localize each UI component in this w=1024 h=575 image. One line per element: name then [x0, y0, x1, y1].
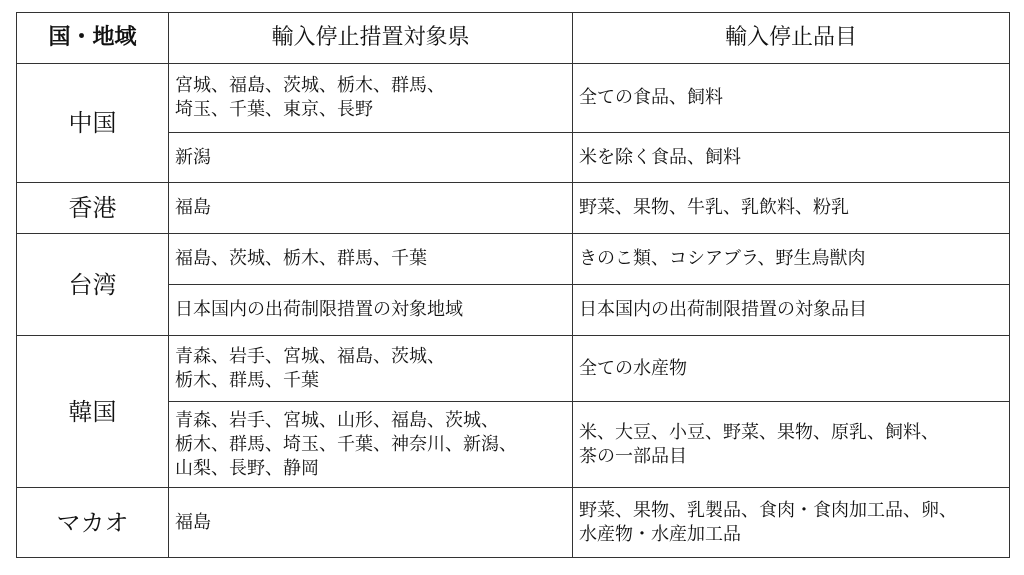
items-cell	[573, 234, 1010, 285]
items-line: 米を除く食品、飼料	[579, 146, 741, 168]
items-line: 茶の一部品目	[579, 445, 687, 467]
header-items: 輸入停止品目	[573, 13, 1010, 64]
country-korea: 韓国	[17, 336, 169, 488]
country-macau: マカオ	[17, 488, 169, 558]
prefectures-line: 宮城、福島、茨城、栃木、群馬、	[175, 75, 445, 96]
prefectures-cell	[169, 64, 573, 133]
country-taiwan: 台湾	[17, 234, 169, 336]
items-line: 野菜、果物、牛乳、乳飲料、粉乳	[579, 197, 849, 218]
prefectures-line: 新潟	[175, 146, 211, 168]
items-line: 水産物・水産加工品	[579, 523, 741, 545]
country-hongkong: 香港	[17, 183, 169, 234]
items-cell	[573, 488, 1010, 558]
header-prefectures: 輸入停止措置対象県	[169, 13, 573, 64]
items-line: 全ての水産物	[579, 357, 687, 379]
prefectures-line: 福島、茨城、栃木、群馬、千葉	[175, 248, 427, 269]
items-cell	[573, 64, 1010, 133]
prefectures-line: 福島	[175, 511, 211, 533]
header-country: 国・地域	[17, 13, 169, 64]
table-row	[17, 336, 1010, 402]
prefectures-cell	[169, 336, 573, 402]
items-line: 野菜、果物、乳製品、食肉・食肉加工品、卵、	[579, 499, 957, 521]
prefectures-line: 福島	[175, 197, 211, 218]
import-restriction-table	[16, 12, 1010, 558]
table-row	[17, 488, 1010, 558]
items-cell	[573, 402, 1010, 488]
prefectures-cell	[169, 402, 573, 488]
items-cell	[573, 285, 1010, 336]
items-cell	[573, 336, 1010, 402]
table-row	[17, 64, 1010, 133]
items-line: 全ての食品、飼料	[579, 87, 723, 108]
prefectures-cell	[169, 285, 573, 336]
header-row	[17, 13, 1010, 64]
table-row	[17, 234, 1010, 285]
items-line: きのこ類、コシアブラ、野生鳥獣肉	[579, 248, 866, 269]
prefectures-line: 埼玉、千葉、東京、長野	[175, 99, 373, 120]
prefectures-line: 青森、岩手、宮城、福島、茨城、	[175, 345, 445, 367]
prefectures-line: 栃木、群馬、埼玉、千葉、神奈川、新潟、	[175, 433, 517, 455]
prefectures-cell	[169, 133, 573, 183]
items-line: 米、大豆、小豆、野菜、果物、原乳、飼料、	[579, 421, 939, 443]
items-cell	[573, 133, 1010, 183]
prefectures-line: 山梨、長野、静岡	[175, 457, 319, 479]
prefectures-line: 日本国内の出荷制限措置の対象地域	[175, 299, 463, 320]
prefectures-cell	[169, 488, 573, 558]
table-row	[17, 183, 1010, 234]
prefectures-cell	[169, 234, 573, 285]
country-china: 中国	[17, 64, 169, 183]
items-line: 日本国内の出荷制限措置の対象品目	[579, 299, 867, 320]
items-cell	[573, 183, 1010, 234]
prefectures-line: 青森、岩手、宮城、山形、福島、茨城、	[175, 409, 499, 431]
prefectures-line: 栃木、群馬、千葉	[175, 369, 319, 391]
prefectures-cell	[169, 183, 573, 234]
